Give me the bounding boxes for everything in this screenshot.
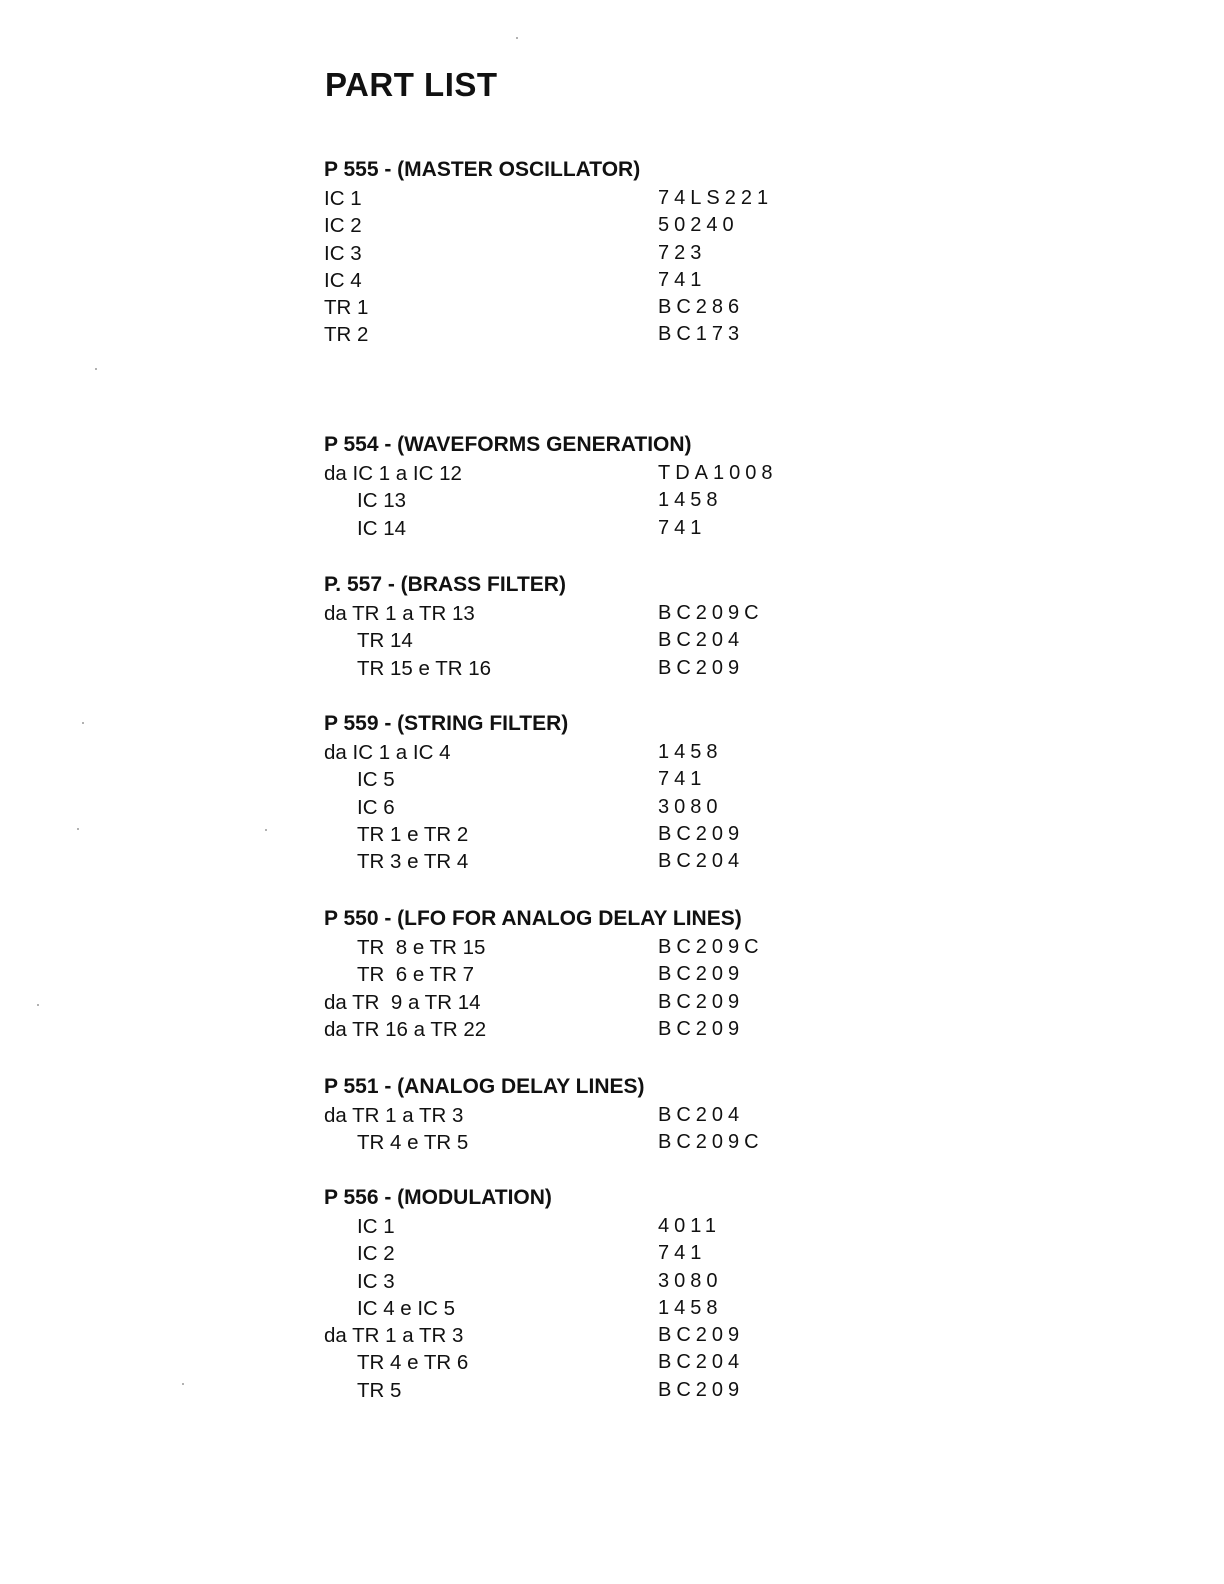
part-ref: IC 1	[324, 187, 362, 210]
part-value: 4011	[658, 1215, 722, 1237]
part-ref: da IC 1 a IC 12	[324, 462, 462, 485]
part-row	[324, 267, 844, 294]
part-row	[324, 1016, 844, 1043]
section-heading: P 551 - (ANALOG DELAY LINES)	[324, 1075, 645, 1098]
section-heading: P 550 - (LFO FOR ANALOG DELAY LINES)	[324, 907, 742, 930]
part-ref: IC 2	[324, 214, 362, 238]
part-ref: IC 3	[324, 241, 362, 265]
part-ref: IC 1	[357, 1215, 395, 1238]
part-value: BC209C	[658, 1131, 764, 1154]
part-ref: IC 4 e IC 5	[357, 1296, 455, 1320]
section-p559	[324, 709, 844, 875]
part-value: BC204	[658, 850, 745, 873]
part-value: 74LS221	[658, 187, 774, 209]
part-row	[324, 1102, 844, 1129]
part-value: 1458	[658, 1296, 723, 1319]
section-heading: P 556 - (MODULATION)	[324, 1186, 552, 1209]
scan-speck	[82, 722, 84, 724]
part-ref: da IC 1 a IC 4	[324, 741, 451, 764]
part-ref: TR 6 e TR 7	[357, 963, 474, 987]
section-p557	[324, 570, 844, 682]
part-value: BC209	[658, 822, 745, 845]
part-ref: IC 6	[357, 795, 395, 819]
part-row	[324, 600, 844, 627]
part-row	[324, 212, 844, 239]
part-ref: TR 5	[357, 1378, 402, 1402]
part-row	[324, 739, 844, 766]
part-row	[324, 794, 844, 821]
part-value: BC204	[658, 1351, 745, 1374]
part-value: 3080	[658, 795, 723, 818]
part-ref: TR 14	[357, 629, 413, 653]
part-ref: IC 3	[357, 1269, 395, 1293]
part-value: BC173	[658, 323, 745, 346]
part-value: TDA1008	[658, 462, 778, 484]
section-p551	[324, 1072, 844, 1157]
part-ref: TR 1 e TR 2	[357, 822, 469, 846]
part-ref: da TR 1 a TR 3	[324, 1324, 464, 1348]
section-p555	[324, 155, 844, 349]
part-value: 1458	[658, 741, 723, 763]
part-value: BC204	[658, 629, 745, 652]
part-ref: TR 3 e TR 4	[357, 850, 469, 874]
part-row	[324, 515, 844, 542]
scan-speck	[77, 828, 79, 830]
section-heading: P. 557 - (BRASS FILTER)	[324, 573, 566, 596]
part-row	[324, 1377, 844, 1404]
part-value: BC204	[658, 1104, 745, 1126]
part-ref: IC 2	[357, 1242, 395, 1266]
section-p556	[324, 1183, 844, 1404]
part-value: BC209C	[658, 936, 764, 958]
part-value: BC286	[658, 296, 745, 319]
scan-speck	[95, 368, 97, 370]
part-row	[324, 766, 844, 793]
part-ref: IC 4	[324, 268, 362, 292]
part-value: BC209	[658, 1017, 745, 1040]
part-ref: TR 2	[324, 323, 369, 347]
scan-speck	[182, 1383, 184, 1385]
part-ref: da TR 9 a TR 14	[324, 990, 481, 1014]
part-value: BC209	[658, 656, 745, 679]
section-heading: P 559 - (STRING FILTER)	[324, 712, 569, 735]
section-heading: P 555 - (MASTER OSCILLATOR)	[324, 158, 641, 181]
section-p554	[324, 430, 844, 542]
part-row	[324, 848, 844, 875]
part-row	[324, 185, 844, 212]
part-ref: IC 13	[357, 489, 406, 513]
part-value: 741	[658, 268, 707, 291]
page-title: PART LIST	[325, 66, 498, 103]
part-value: 741	[658, 1242, 707, 1265]
part-value: BC209	[658, 990, 745, 1013]
part-row	[324, 1322, 844, 1349]
part-row	[324, 961, 844, 988]
part-row	[324, 1240, 844, 1267]
part-row	[324, 1213, 844, 1240]
part-value: BC209C	[658, 602, 764, 624]
section-heading: P 554 - (WAVEFORMS GENERATION)	[324, 433, 692, 456]
scan-speck	[265, 829, 267, 831]
part-row	[324, 460, 844, 487]
part-row	[324, 1349, 844, 1376]
part-row	[324, 821, 844, 848]
part-value: 741	[658, 516, 707, 539]
section-p550	[324, 904, 844, 1043]
part-row	[324, 989, 844, 1016]
part-value: BC209	[658, 1324, 745, 1347]
part-ref: TR 4 e TR 6	[357, 1351, 469, 1375]
part-value: 1458	[658, 489, 723, 512]
part-ref: TR 8 e TR 15	[357, 936, 486, 959]
part-ref: IC 5	[357, 768, 395, 792]
part-value: 723	[658, 241, 707, 264]
part-value: BC209	[658, 963, 745, 986]
part-row	[324, 934, 844, 961]
part-row	[324, 1295, 844, 1322]
scan-speck	[37, 1004, 39, 1006]
part-value: 3080	[658, 1269, 723, 1292]
part-row	[324, 655, 844, 682]
part-ref: IC 14	[357, 516, 406, 540]
part-row	[324, 1268, 844, 1295]
part-ref: da TR 1 a TR 13	[324, 602, 475, 625]
part-row	[324, 487, 844, 514]
part-ref: TR 4 e TR 5	[357, 1131, 469, 1155]
part-value: BC209	[658, 1378, 745, 1401]
part-ref: TR 15 e TR 16	[357, 656, 492, 680]
part-row	[324, 321, 844, 348]
part-row	[324, 294, 844, 321]
part-row	[324, 1129, 844, 1156]
part-ref: TR 1	[324, 296, 369, 320]
part-row	[324, 240, 844, 267]
scan-speck	[516, 37, 518, 39]
part-row	[324, 627, 844, 654]
part-ref: da TR 1 a TR 3	[324, 1104, 464, 1127]
part-ref: da TR 16 a TR 22	[324, 1017, 487, 1041]
part-value: 741	[658, 768, 707, 791]
part-value: 50240	[658, 214, 739, 237]
